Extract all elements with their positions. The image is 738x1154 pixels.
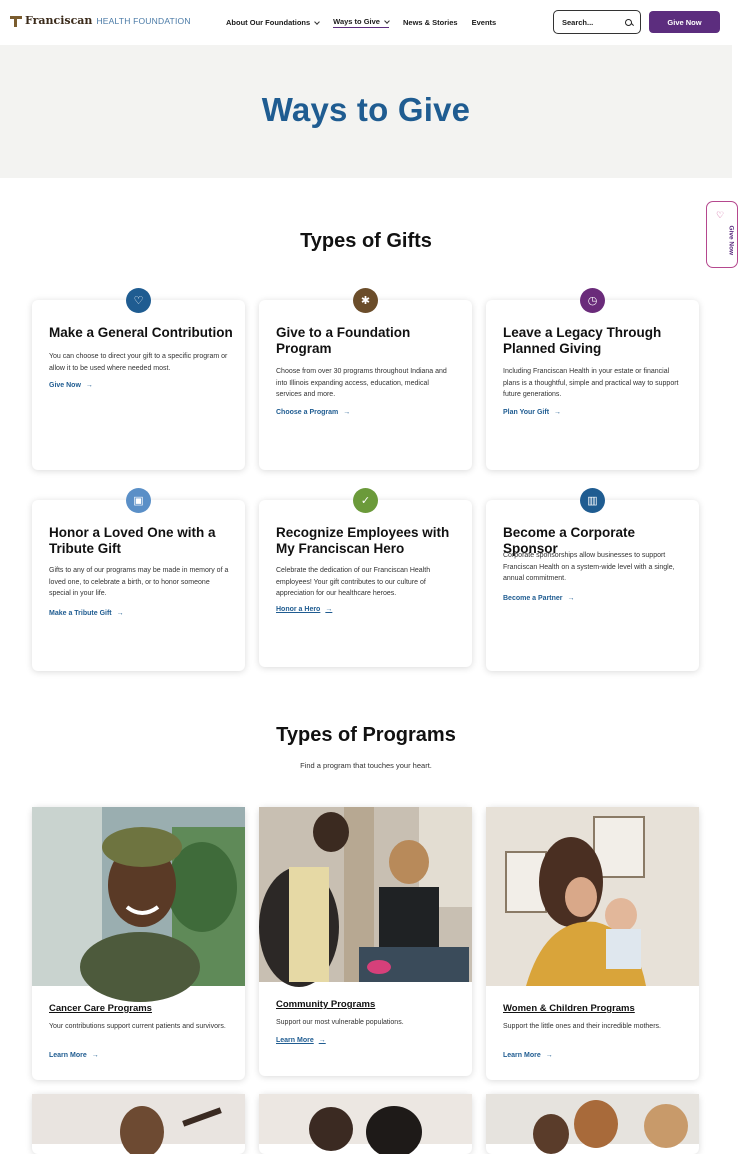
program-card-community[interactable] xyxy=(259,807,472,1076)
arrow-right-icon: → xyxy=(325,606,333,613)
link-label: Give Now xyxy=(49,382,81,389)
program-card-partial-2[interactable] xyxy=(259,1094,472,1154)
program-card-title[interactable]: Cancer Care Programs xyxy=(49,1003,152,1014)
nav-about-label: About Our Foundations xyxy=(226,18,311,27)
clock-icon: ◷ xyxy=(580,288,605,313)
link-label: Learn More xyxy=(503,1052,541,1059)
gift-card-desc: Gifts to any of our programs may be made in memory of a loved one, to celebrate a birth, or to honor someone special in your life. xyxy=(49,567,229,597)
programs-section-title: Types of Programs xyxy=(276,724,456,746)
page-title: Ways to Give xyxy=(261,91,471,128)
program-card-partial-3[interactable] xyxy=(486,1094,699,1154)
gift-card-desc: You can choose to direct your gift to a specific program or allow it to be used where needed most. xyxy=(49,353,228,372)
learn-more-link[interactable] xyxy=(503,1052,553,1059)
arrow-right-icon: → xyxy=(116,610,124,617)
nav-ways-to-give[interactable] xyxy=(333,17,389,28)
cancer-care-photo xyxy=(32,807,245,986)
photo-frame-icon: ▣ xyxy=(126,488,151,513)
main-nav xyxy=(226,17,510,28)
gift-card-title: Leave a Legacy Through Planned Giving xyxy=(503,325,662,356)
heart-icon: ♡ xyxy=(716,210,725,220)
gift-card-general[interactable] xyxy=(32,300,245,470)
programs-subtitle: Find a program that touches your heart. xyxy=(300,761,432,770)
tribute-gift-link[interactable] xyxy=(49,610,124,617)
program-card-desc: Support the little ones and their incredible mothers. xyxy=(503,1023,661,1030)
gift-card-legacy[interactable] xyxy=(486,300,699,470)
nav-ways-label: Ways to Give xyxy=(333,17,380,26)
program-card-desc: Support our most vulnerable populations. xyxy=(276,1019,404,1026)
gift-card-desc: Celebrate the dedication of our Franciscan Health employees! Your gift contributes to our culture of appreciation for our healthcare heroes. xyxy=(276,567,431,597)
give-now-link[interactable] xyxy=(49,382,93,389)
logo-name: Franciscan xyxy=(25,14,93,27)
logo-subtitle: HEALTH FOUNDATION xyxy=(96,15,191,26)
hand-heart-icon: ♡ xyxy=(126,288,151,313)
nav-events[interactable] xyxy=(472,17,497,28)
chevron-down-icon xyxy=(384,18,390,24)
program-card-cancer[interactable] xyxy=(32,807,245,1080)
search-input[interactable] xyxy=(553,10,641,34)
hero-banner xyxy=(0,45,732,178)
gift-card-hero[interactable] xyxy=(259,500,472,667)
link-label: Make a Tribute Gift xyxy=(49,610,112,617)
gift-card-desc: Including Franciscan Health in your estate or financial plans is a thoughtful, simple and practical way to support future generations. xyxy=(503,368,679,398)
arrow-right-icon: → xyxy=(567,595,575,602)
link-label: Become a Partner xyxy=(503,595,563,602)
gift-card-tribute[interactable] xyxy=(32,500,245,671)
program-photo xyxy=(32,1094,245,1144)
thumbs-up-icon: ✓ xyxy=(353,488,378,513)
nav-news-label: News & Stories xyxy=(402,18,458,27)
gift-card-title: Make a General Contribution xyxy=(49,325,233,340)
program-card-partial-1[interactable] xyxy=(32,1094,245,1154)
nav-about[interactable] xyxy=(226,17,319,28)
gift-card-title: Honor a Loved One with a Tribute Gift xyxy=(49,525,216,556)
side-tab-label: Give Now xyxy=(727,225,735,256)
nav-news[interactable] xyxy=(403,17,458,28)
link-label: Learn More xyxy=(276,1037,314,1044)
gift-card-title: Give to a Foundation Program xyxy=(276,325,411,356)
program-card-desc: Your contributions support current patients and survivors. xyxy=(49,1023,226,1030)
site-header xyxy=(0,0,732,45)
arrow-right-icon: → xyxy=(318,1037,326,1044)
logo-cross-icon xyxy=(10,15,22,27)
link-label: Choose a Program xyxy=(276,409,339,416)
logo[interactable] xyxy=(10,14,191,27)
program-card-title[interactable]: Women & Children Programs xyxy=(503,1003,635,1014)
chevron-down-icon xyxy=(314,19,320,25)
arrow-right-icon: → xyxy=(545,1052,553,1059)
gift-card-title: Become a Corporate Sponsor xyxy=(503,525,636,556)
program-photo xyxy=(486,1094,699,1144)
gift-card-title: Recognize Employees with My Franciscan Hero xyxy=(276,525,450,556)
gift-card-program[interactable] xyxy=(259,300,472,470)
arrow-right-icon: → xyxy=(343,409,351,416)
program-card-women-children[interactable] xyxy=(486,807,699,1080)
arrow-right-icon: → xyxy=(91,1052,99,1059)
gift-card-desc: Corporate sponsorships allow businesses to support Franciscan Health on a system-wide level with a single, annual commitment. xyxy=(503,552,675,582)
give-now-button[interactable]: Give Now xyxy=(649,11,720,33)
choose-program-link[interactable] xyxy=(276,409,350,416)
program-card-title[interactable]: Community Programs xyxy=(276,999,376,1010)
program-photo xyxy=(259,1094,472,1144)
become-partner-link[interactable] xyxy=(503,595,575,602)
community-photo xyxy=(259,807,472,982)
arrow-right-icon: → xyxy=(554,409,562,416)
learn-more-link[interactable] xyxy=(49,1052,99,1059)
link-label: Honor a Hero xyxy=(276,606,321,613)
arrow-right-icon: → xyxy=(85,382,93,389)
plan-gift-link[interactable] xyxy=(503,409,561,416)
gift-card-corporate[interactable] xyxy=(486,500,699,671)
people-icon: ✱ xyxy=(353,288,378,313)
women-children-photo xyxy=(486,807,699,986)
nav-events-label: Events xyxy=(471,18,497,27)
learn-more-link[interactable] xyxy=(276,1037,326,1044)
search-placeholder: Search... xyxy=(562,17,594,27)
gift-card-desc: Choose from over 30 programs throughout Indiana and into Illinois expanding access, education, medical services and more. xyxy=(276,368,447,398)
link-label: Learn More xyxy=(49,1052,87,1059)
gifts-section-title: Types of Gifts xyxy=(300,230,432,252)
building-icon: ▥ xyxy=(580,488,605,513)
honor-hero-link[interactable] xyxy=(276,606,332,613)
link-label: Plan Your Gift xyxy=(503,409,550,416)
search-icon[interactable] xyxy=(625,19,632,26)
